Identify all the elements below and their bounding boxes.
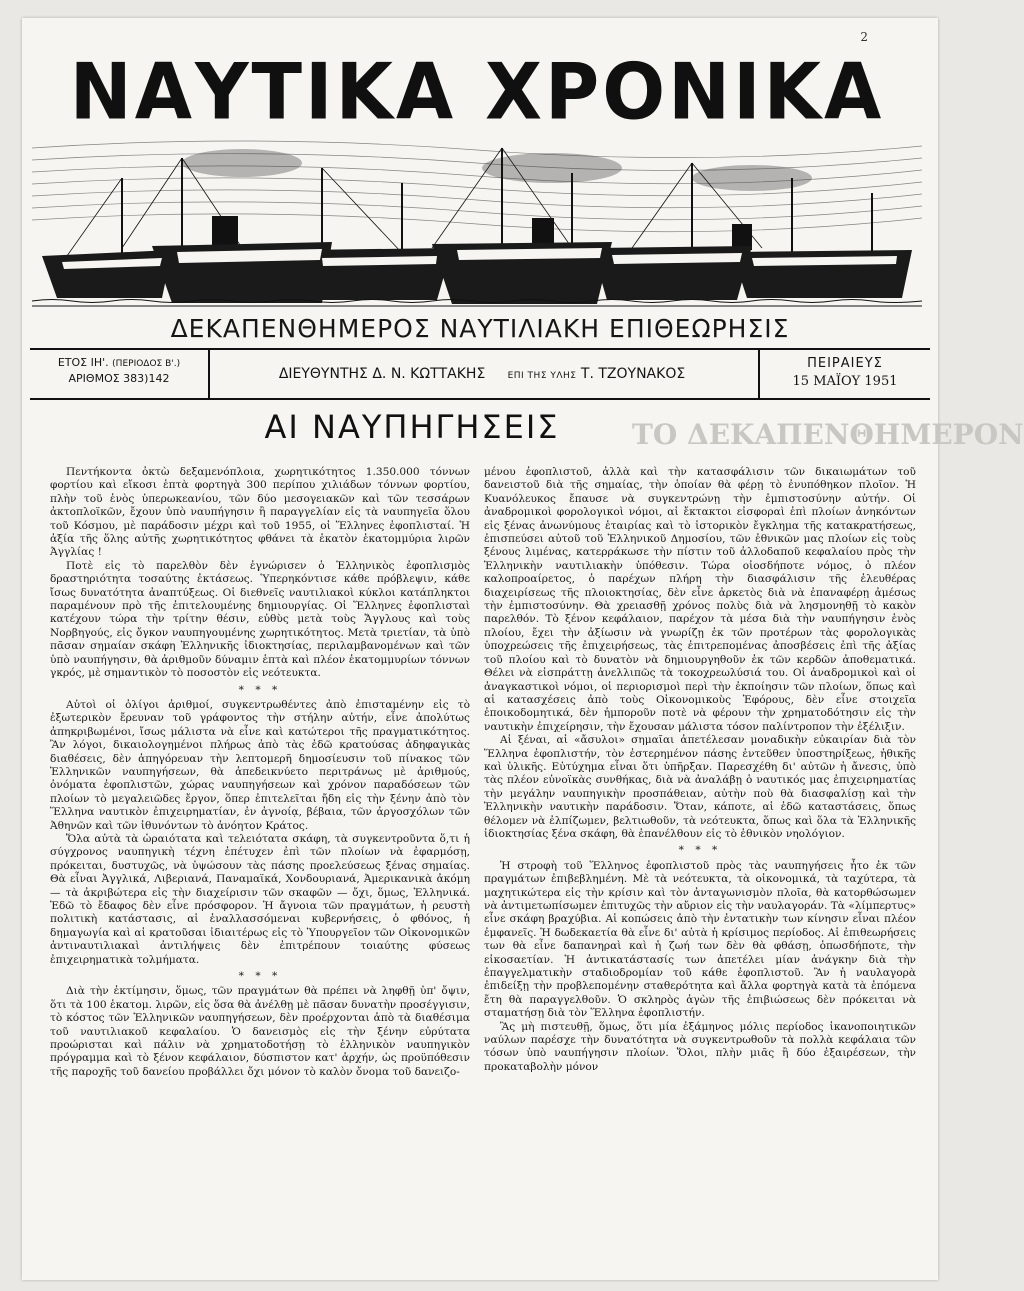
section-separator: * * *: [238, 683, 282, 696]
issue-date: 15 ΜΑΪΟΥ 1951: [792, 374, 898, 389]
director-name: ΔΙΕΥΘΥΝΤΗΣ Δ. Ν. ΚΩΤΤΑΚΗΣ: [278, 366, 486, 382]
paragraph: Αὐτοὶ οἱ ὀλίγοι ἀριθμοί, συγκεντρωθέντες ἀπὸ ἐπισταμένην εἰς τὸ ἐξωτερικὸν ἔρευναν τοῦ γράφοντος τὴν στήλην αὐτήν, εἶνε ἀπολύτως ἀπηκριβωμένοι, ἴσως μάλιστα νὰ εἶνε καὶ κατώτεροι τῆς πραγματικότητος. Ἂν λόγοι, δικαιολογημένοι πλήρως ἀπὸ τὰς ἐδῶ κρατούσας ἀδηφαγικὰς διαθέσεις, δὲν ἀπηγόρευαν τὴν λεπτομερῆ δημοσίευσιν τοῦ πίνακος τῶν Ἑλληνικῶν ναυπηγήσεων, θὰ ἀπεδεικνύετο περιτράνως μὲ ἀριθμούς, ὀνόματα ἐφοπλιστῶν, χώρας ναυπηγήσεων καὶ χρόνον παραδόσεων τῶν πλοίων τὸ μεγαλειῶδες ἔργον, ὅπερ ἐπιτελεῖται ἤδη εἰς τὴν ξένην ἀπὸ τὸν Ἕλληνα ναυτικὸν ἐπιχειρηματίαν, ἐν ἀγνοίᾳ, βέβαια, τῶν ἀργοσχόλων τῶν Ἀθηνῶν καὶ τῶν ἰθυνόντων τὸ ἀνόητον Κράτος.: [50, 698, 470, 832]
paragraph: Αἱ ξέναι, αἱ «ἄσυλοι» σημαῖαι ἀπετέλεσαν μοναδικὴν εὐκαιρίαν διὰ τὸν Ἕλληνα ἐφοπλιστήν, τὸν ἐστερημένον πάσης ἐντεῦθεν ὑποστηρίξεως, ἠθικῆς καὶ ὑλικῆς. Εὐτύχημα εἶναι ὅτι ὑπῆρξαν. Παρεσχέθη δι' αὐτῶν ἡ ἄνεσις, ὑπὸ τὰς πλέον εὐνοϊκὰς συνθήκας, διὰ νὰ ἀναλάβῃ ὁ ναυτικός μας ἐπιχειρηματίας τὴν μεγάλην ναυπηγικὴν προσπάθειαν, αὐτὴν ποὺ θὰ διασφαλίσῃ καὶ τὴν Ἑλληνικὴν ναυτικὴν παράδοσιν. Ὅταν, κάποτε, αἱ ἐδῶ καταστάσεις, ὅπως θέλομεν νὰ ἐλπίζωμεν, βελτιωθοῦν, τὰ νεότευκτα, ὅπως καὶ ὅλα τὰ Ἑλληνικῆς ἰδιοκτησίας ξένα σκάφη, θὰ ἐπανέλθουν εἰς τὸ ἐθνικὸν νηολόγιον.: [484, 734, 916, 840]
place-date-info: [758, 350, 930, 398]
editor-label: ΕΠΙ ΤΗΣ ΥΛΗΣ: [507, 371, 577, 381]
issue-number: ΑΡΙΘΜΟΣ 383)142: [68, 372, 170, 385]
ships-illustration: [32, 138, 922, 308]
issue-year: ΕΤΟΣ ΙΗ'.: [57, 356, 109, 369]
issue-info: [30, 350, 210, 398]
paragraph: Διὰ τὴν ἐκτίμησιν, ὅμως, τῶν πραγμάτων θὰ πρέπει νὰ ληφθῇ ὑπ' ὄψιν, ὅτι τὰ 100 ἑκατομ. λιρῶν, εἰς ὅσα θὰ ἀνέλθῃ μὲ πᾶσαν δυνατὴν προσέγγισιν, τὸ κόστος τῶν Ἑλληνικῶν ναυπηγήσεων, δὲν προέρχονται ἀπὸ τὰ διαθέσιμα τοῦ ναυτιλιακοῦ κεφαλαίου. Ὁ δανεισμὸς εἰς τὴν ξένην εὐρύτατα προώρισται καὶ πάλιν νὰ χρηματοδοτήσῃ τὸ ἑλληνικὸν ναυπηγικὸν πρόγραμμα καὶ τὸ ξένον κεφάλαιον, δύσπιστον κατ' ἀρχήν, ὡς προϋπόθεσιν τῆς παροχῆς τοῦ δανείου προβάλλει ὄχι μόνον τὸ καλὸν ὄνομα τοῦ δανειζο-: [50, 985, 470, 1078]
masthead-title: ΝΑΥΤΙΚΑ ΧΡΟΝΙΚΑ: [69, 46, 885, 138]
paragraph: Ἡ στροφὴ τοῦ Ἕλληνος ἐφοπλιστοῦ πρὸς τὰς ναυπηγήσεις ἦτο ἐκ τῶν πραγμάτων ἐπιβεβλημένη. Μὲ τὰ νεότευκτα, τὰ οἰκονομικά, τὰ ταχύτερα, τὰ μαχητικώτερα εἰς τὴν κρίσιν καὶ τὸν ἀνταγωνισμὸν πλοῖα, θὰ κατορθώσωμεν νὰ ἀντιμετωπίσωμεν ἐπιτυχῶς τὴν αὔριον εἰς τὴν ναυλαγοράν. Τὰ «λίμπερτυς» εἶνε σκάφη βραχύβια. Αἱ κοπώσεις ἀπὸ τὴν ἐντατικὴν των κίνησιν εἶναι πλέον ἐμφανεῖς. Ἡ δωδεκαετία θὰ εἶνε δι' αὐτὰ ἡ κρίσιμος περίοδος. Αἱ ἐπιθεωρήσεις των θὰ εἶνε δαπανηραὶ καὶ ἡ ζωή των δὲν θὰ φθάσῃ, ὁπωσδήποτε, τὴν εἰκοσαετίαν. Ἡ ἀντικατάστασίς των ἀπετέλει μίαν ἀνάγκην διὰ τὴν ἐπαγγελματικὴν σταδιοδρομίαν τοῦ κάθε ἐφοπλιστοῦ. Ἂν ἡ ναυλαγορὰ ἐπιδείξῃ τὴν προβλεπομένην σταθερότητα καὶ ἄλλα φορτηγὰ κατὰ τὰ ἑπόμενα ἔτη θὰ παραγγελθοῦν. Ὁ σκληρὸς ἀγὼν τῆς ἐπιβιώσεως δὲν πρόκειται νὰ σταματήσῃ διὰ τὸν Ἕλληνα ἐφοπλιστήν.: [484, 859, 916, 1020]
bleed-through-headline: ΤΟ ΔΕΚΑΠΕΝΘΗΜΕΡΟΝ: [632, 418, 1024, 451]
paragraph: Πεντήκοντα ὀκτὼ δεξαμενόπλοια, χωρητικότητος 1.350.000 τόννων φορτίου καὶ εἴκοσι ἑπτὰ φορτηγὰ 300 περίπου χιλιάδων τόννων φορτίου, πλὴν τοῦ ἑνὸς ὑπερωκεανίου, τῶν δύο μεσογειακῶν καὶ τῶν τεσσάρων ἀκτοπλοϊκῶν, ἔχουν ὑπὸ ναυπήγησιν ἢ παραγγελίαν εἰς τὰ ναυπηγεῖα ὅλου τοῦ Κόσμου, μὲ παράδοσιν μέχρι καὶ τοῦ 1955, οἱ Ἕλληνες ἐφοπλισταί. Ἡ ἀξία τῆς ὅλης αὐτῆς χωρητικότητος φθάνει τὰ ἑκατὸν ἑκατομμύρια λιρῶν Ἀγγλίας !: [50, 466, 470, 559]
article-column-left: [50, 466, 470, 1272]
masthead-subtitle: ΔΕΚΑΠΕΝΘΗΜΕΡΟΣ ΝΑΥΤΙΛΙΑΚΗ ΕΠΙΘΕΩΡΗΣΙΣ: [170, 314, 790, 343]
page-number: 2: [860, 30, 868, 44]
issue-city: ΠΕΙΡΑΙΕΥΣ: [807, 356, 883, 371]
paragraph: Ἂς μὴ πιστευθῇ, ὅμως, ὅτι μία ἐξάμηνος μόλις περίοδος ἱκανοποιητικῶν ναύλων παρέσχε τὴν δυνατότητα νὰ συγκεντρωθοῦν τὰ πολλὰ κεφάλαια τῶν τόσων ὑπὸ ναυπήγησιν πλοίων. Ὅλοι, πλὴν μιᾶς ἢ δύο ἐξαιρέσεων, τὴν προκαταβολὴν μόνον: [484, 1020, 916, 1073]
paragraph: μένου ἐφοπλιστοῦ, ἀλλὰ καὶ τὴν κατασφάλισιν τῶν δικαιωμάτων τοῦ δανειστοῦ διὰ τῆς σημαίας, τὴν ὁποίαν θὰ φέρῃ τὸ ἐνυπόθηκον πλοῖον. Ἡ Κυανόλευκος ἔπαυσε νὰ συγκεντρώνῃ τὴν ἐμπιστοσύνην αὐτήν. Οἱ ἀναδρομικοὶ φορολογικοὶ νόμοι, αἱ ἔκτακτοι εἰσφοραὶ ἐπὶ πλοίων ἀνηκόντων εἰς ξένας ἀνωνύμους ἑταιρίας καὶ τὸ ἱστορικὸν ἔγκλημα τῆς κατακρατήσεως, ἐπισπεύσει αὐτοῦ τοῦ Ἑλληνικοῦ Δημοσίου, τῶν ἐθνικῶν μας πλοίων εἰς τοὺς ξένους λιμένας, κατερράκωσε τὴν πίστιν τοῦ ἀλλοδαποῦ κεφαλαίου πρὸς τὴν Ἑλληνικὴν ναυτιλιακὴν ὑπόθεσιν. Τώρα οἰοσδήποτε νόμος, ὁ πλέον καλοπροαίρετος, ὁ παρέχων πλήρη τὴν διασφάλισιν τῆς ἐλευθέρας διαχειρίσεως τῆς πλοιοκτησίας, δὲν εἶνε ἀρκετὸς διὰ νὰ ἐπαναφέρῃ ἀμέσως τὴν ἐμπιστοσύνην. Θὰ χρειασθῇ χρόνος πολὺς διὰ νὰ λησμονηθῇ τὸ κακὸν παρελθόν. Τὸ ξένον κεφάλαιον, παρέχον τὰ μέσα διὰ τὴν ναυπήγησιν ἑνὸς πλοίου, ἔχει τὴν ἀξίωσιν νὰ γνωρίζῃ ἐκ τῶν προτέρων τὰς φορολογικὰς ὑποχρεώσεις τῆς ἐπιχειρήσεως, τὰς ἐπιτρεπομένας ἀποσβέσεις ἐπὶ τῆς ἀξίας τοῦ πλοίου καὶ τὸ δυνατὸν νὰ δημιουργηθοῦν ἐκ τῶν κερδῶν ἀποθεματικά. Θέλει νὰ εἰσπράττῃ ἀνελλιπῶς τὰ τοκοχρεωλύσιά του. Οἱ ἀναδρομικοὶ καὶ οἱ ἀναγκαστικοὶ νόμοι, οἱ περιορισμοὶ περὶ τὴν ἐκποίησιν τῶν πλοίων, ὅπως καὶ αἱ κατασχέσεις ἀπὸ τοὺς Οἰκονομικοὺς Ἐφόρους, δὲν εἶνε στοιχεῖα ἐποικοδομητικά, δὲν ἠμποροῦν ποτὲ νὰ φέρουν τὴν χρηματοδότησιν εἰς τὴν ναυτικὴν ἐπιχείρησιν, τὴν ἔχουσαν μάλιστα τόσον παλίντροπον τὴν ἐξέλιξιν.: [484, 466, 916, 733]
editor-name: Τ. ΤΖΟΥΝΑΚΟΣ: [580, 366, 686, 382]
newspaper-page: [22, 18, 1024, 1280]
issue-period: (ΠΕΡΙΟΔΟΣ Β'.): [112, 359, 181, 369]
info-bar: [30, 348, 930, 400]
paragraph: Ποτὲ εἰς τὸ παρελθὸν δὲν ἐγνώρισεν ὁ Ἑλληνικὸς ἐφοπλισμὸς δραστηριότητα τοσαύτης ἐκτάσεως. Ὑπερηκόντισε κάθε πρόβλεψιν, κάθε ἴσως δυνατότητα ἀναπτύξεως. Οἱ διεθνεῖς ναυτιλιακοὶ κύκλοι κατάπληκτοι παραμένουν πρὸ τῆς ἐπιτελουμένης δημιουργίας. Οἱ Ἕλληνες ἐφοπλισταὶ κατέχουν τώρα τὴν τρίτην θέσιν, εὐθὺς μετὰ τοὺς Ἄγγλους καὶ τοὺς Νορβηγούς, εἰς ὄγκον ναυπηγουμένης χωρητικότητος. Μετὰ τριετίαν, τὰ ὑπὸ πᾶσαν σημαίαν σκάφη Ἑλληνικῆς ἰδιοκτησίας, περιλαμβανομένων καὶ τῶν ὑπὸ ναυπήγησιν, θὰ ἀριθμοῦν δύναμιν ἑπτὰ καὶ πλέον ἑκατομμυρίων τόννων γκρός, μὲ σημαντικὸν τὸ ποσοστὸν εἰς νεότευκτα.: [50, 559, 470, 680]
staff-info: [212, 350, 752, 398]
article-column-right: [484, 466, 916, 1272]
paragraph: Ὅλα αὐτὰ τὰ ὡραιότατα καὶ τελειότατα σκάφη, τὰ συγκεντροῦντα ὅ,τι ἡ σύγχρονος ναυπηγικὴ τέχνη ἐπέτυχεν ἐπὶ τῶν πλοίων νὰ ἐφαρμόσῃ, πρόκειται, δυστυχῶς, νὰ ὑψώσουν τὰς πάσης προελεύσεως ξένας σημαίας. Θὰ εἶναι Ἀγγλικά, Λιβεριανά, Παναμαϊκά, Χονδουριανά, Ἀμερικανικὰ ἀκόμη — τὰ ἀκριβώτερα εἰς τὴν διαχείρισιν τῶν σκαφῶν — ὄχι, ὅμως, Ἑλληνικά. Ἐδῶ τὸ ἔδαφος δὲν εἶνε πρόσφορον. Ἡ ἄγνοια τῶν πραγμάτων, ἡ ρευστὴ πολιτικὴ κατάστασις, αἱ ἐναλλασσόμεναι κυβερνήσεις, ὁ φθόνος, ἡ δημαγωγία καὶ αἱ κρατοῦσαι ἰδιαιτέρως εἰς τὸ Ὑπουργεῖον τῶν Οἰκονομικῶν ἀντιναυτιλιακαὶ ἀντιλήψεις δὲν ἐπιτρέπουν τοιαύτης φύσεως ἐπιχειρηματικὰ τολμήματα.: [50, 832, 470, 966]
masthead: [32, 46, 922, 308]
section-separator: * * *: [678, 844, 722, 857]
article-headline: ΑΙ ΝΑΥΠΗΓΗΣΕΙΣ: [264, 408, 560, 446]
section-separator: * * *: [238, 970, 282, 983]
